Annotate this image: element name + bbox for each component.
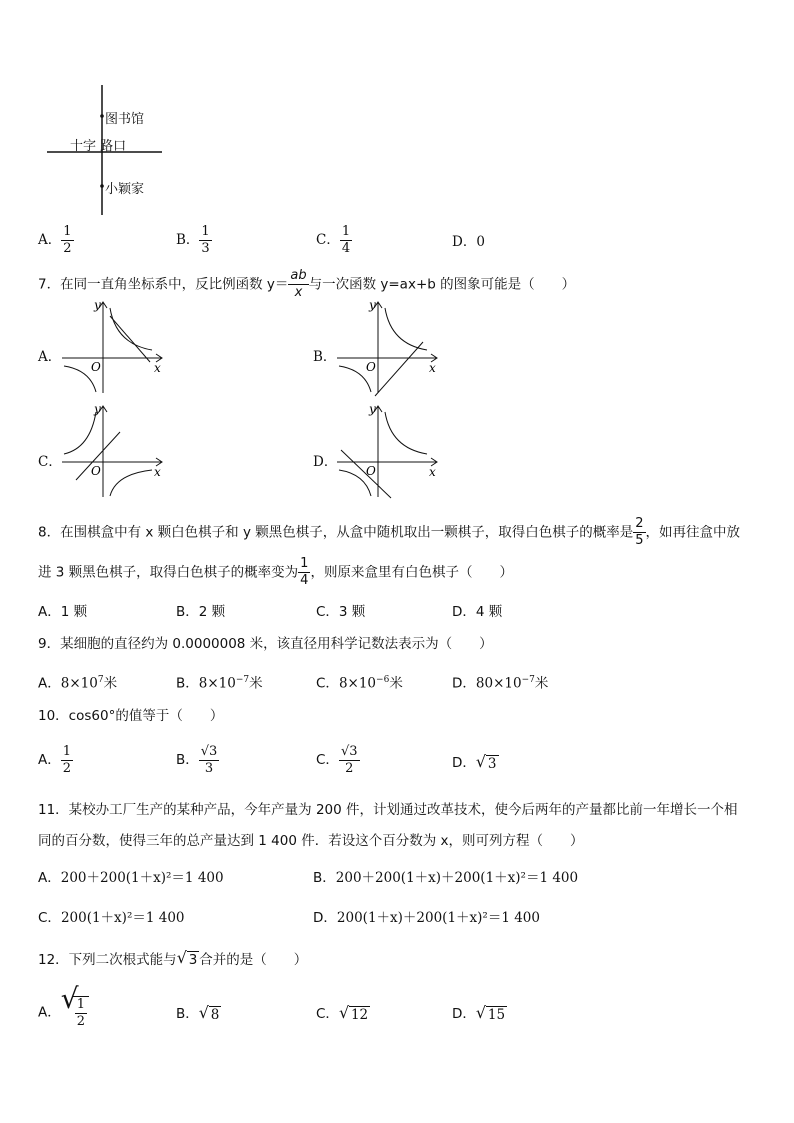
q9-option-b: B．$8\times 10^{-7}$米	[176, 675, 263, 692]
q10-option-b: B． $\frac{√3}{3}$	[176, 744, 218, 776]
q6-option-d: D．0	[452, 234, 485, 250]
q7-graph-c	[58, 402, 170, 502]
q7-letter-b: B．	[313, 349, 337, 365]
origin-label: O	[366, 360, 376, 374]
q6-option-a: A． $\frac{1}{2}$	[38, 224, 72, 256]
q7-graph-a	[58, 298, 170, 398]
q11-option-c: C．200(1＋x)²＝1 400	[38, 910, 185, 926]
origin-label: O	[91, 464, 101, 478]
axis-x-label: x	[429, 361, 436, 375]
q9-option-c: C．$8\times 10^{-6}$米	[316, 675, 403, 692]
axis-y-label: y	[94, 298, 101, 312]
map-label-crossroad: 十字 路口	[70, 139, 127, 154]
q8-option-c: C．3 颗	[316, 604, 366, 620]
q8-option-a: A．1 颗	[38, 604, 88, 620]
q11-option-d: D．200(1＋x)＋200(1＋x)²＝1 400	[313, 910, 540, 926]
q11-option-a: A．200＋200(1＋x)²＝1 400	[38, 870, 224, 886]
q12-option-c: C． √ 12	[316, 1002, 369, 1023]
map-label-home: 小颖家	[105, 182, 145, 197]
q7-letter-a: A．	[38, 349, 62, 365]
q11-stem-line2: 同的百分数，使得三年的总产量达到 1 400 件．若设这个百分数为 x，则可列方程（ ）	[38, 833, 584, 849]
q8-stem-line2: 进 3 颗黑色棋子，取得白色棋子的概率变为 $\frac{1}{4}$ ，则原来盒里有白色棋子（ ）	[38, 556, 513, 588]
origin-label: O	[366, 464, 376, 478]
q12-option-a: A． √ $\frac{1}{2}$	[38, 996, 89, 1030]
q12-stem: 12．下列二次根式能与 √ 3 合并的是（ ）	[38, 948, 308, 968]
q11-option-b: B．200＋200(1＋x)＋200(1＋x)²＝1 400	[313, 870, 579, 886]
axis-y-label: y	[369, 298, 376, 312]
q7-graph-b	[333, 298, 445, 398]
q10-option-a: A． $\frac{1}{2}$	[38, 744, 72, 776]
axis-x-label: x	[154, 465, 161, 479]
q7-stem: 7．在同一直角坐标系中，反比例函数 y＝ $\frac{ab}{x}$ 与一次函数 y=ax+b 的图象可能是（ ）	[38, 268, 576, 300]
q10-stem: 10．cos60°的值等于（ ）	[38, 708, 224, 724]
q11-stem-line1: 11．某校办工厂生产的某种产品，今年产量为 200 件，计划通过改革技术，使今后两年的产量都比前一年增长一个相	[38, 802, 738, 818]
q8-stem-line1: 8．在围棋盒中有 x 颗白色棋子和 y 颗黑色棋子，从盒中随机取出一颗棋子，取得白色棋子的概率是 $\frac{2}{5}$ ，如再往盒中放	[38, 516, 741, 548]
q7-letter-c: C．	[38, 454, 62, 470]
axis-x-label: x	[154, 361, 161, 375]
q7-letter-d: D．	[313, 454, 338, 470]
q12-option-d: D． √ 15	[452, 1002, 506, 1023]
q7-graph-d	[333, 402, 445, 502]
q10-option-d: D． √ 3	[452, 751, 497, 772]
axis-y-label: y	[369, 402, 376, 416]
q9-option-a: A．$8\times 10^7$米	[38, 675, 118, 692]
q9-option-d: D．$80\times 10^{-7}$米	[452, 675, 549, 692]
axis-y-label: y	[94, 402, 101, 416]
q6-option-c: C． $\frac{1}{4}$	[316, 224, 351, 256]
axis-x-label: x	[429, 465, 436, 479]
q8-option-b: B．2 颗	[176, 604, 226, 620]
origin-label: O	[91, 360, 101, 374]
q9-stem: 9．某细胞的直径约为 0.0000008 米，该直径用科学记数法表示为（ ）	[38, 636, 493, 652]
q10-option-c: C． $\frac{√3}{2}$	[316, 744, 358, 776]
q6-option-b: B． $\frac{1}{3}$	[176, 224, 210, 256]
q8-option-d: D．4 颗	[452, 604, 503, 620]
map-label-library: 图书馆	[105, 112, 145, 127]
q12-option-b: B． √ 8	[176, 1002, 220, 1023]
